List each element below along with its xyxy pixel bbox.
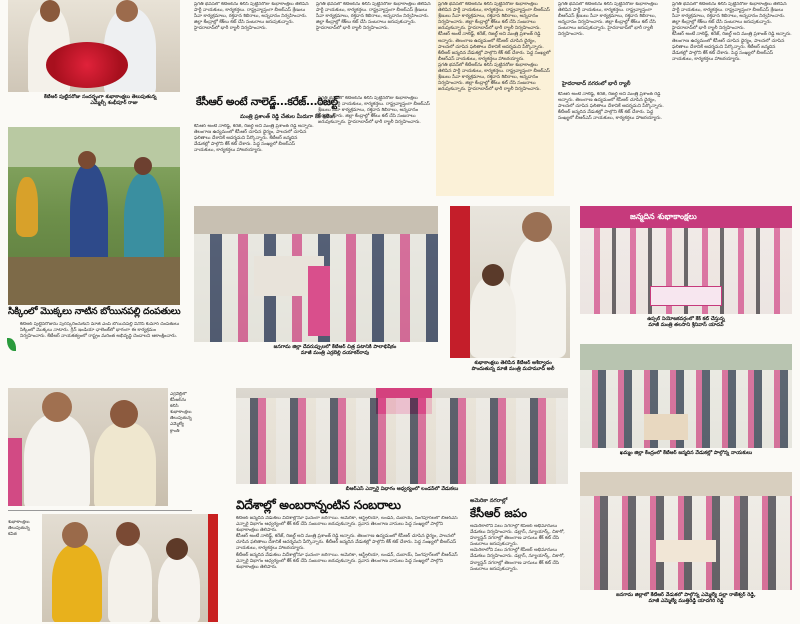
bottom-body: కేటీఆర్‌ జన్మదిన వేడుకలు విదేశాల్లోనూ ఘనంగా జరిగాయి. అమెరికా, ఆస్ట్రేలియా, లండన్‌, దుబాయ్‌, సింగపూర్‌లలో బీఆర్‌ఎస్‌ ఎన్నారై విభాగం ఆధ్వర్యంలో కేక్‌ కట్‌ చేసి సంబరాలు జరుపుకున్నారు. ప్రవాస తెలంగాణ వాసులు పెద్ద సంఖ్యలో పాల్గొని శుభాకాంక్షలు తెలిపారు. కేసీఆర్‌ అంటే నాలెడ్జ్‌, కరేజ్‌, రిజల్ట్‌ అని మంత్రి ప్రశాంత్‌ రెడ్డి అన్నారు. తెలంగాణ ఉద్యమంలో కేసీఆర్‌ చూపిన ధైర్యం, పాలనలో చూపిన ఫలితాలు దేశానికే ఆదర్శమని పేర్కొన్నారు. కేటీఆర్‌ జన్మదిన వేడుకల్లో పాల్గొని కేక్‌ కట్‌ చేశారు. పెద్ద సంఖ్యలో బీఆర్‌ఎస్‌ నాయకులు, కార్యకర్తలు హాజరయ్యారు. కేటీఆర్‌ జన్మదిన వేడుకలు విదేశాల్లోనూ ఘనంగా జరిగాయి. అమెరికా, ఆస్ట్రేలియా, లండన్‌, దుబాయ్‌, సింగపూర్‌లలో బీఆర్‌ఎస్‌ ఎన్నారై విభాగం ఆధ్వర్యంలో కేక్‌ కట్‌ చేసి సంబరాలు జరుపుకున్నారు. ప్రవాస తెలంగాణ వాసులు పెద్ద సంఖ్యలో పాల్గొని శుభాకాంక్షలు తెలిపారు.: [236, 516, 458, 570]
group-caption: ఖమ్మం జిల్లా కేంద్రంలో కేటీఆర్‌ జన్మదిన వేడుకల్లో పాల్గొన్న నాయకులు: [619, 450, 753, 456]
gift-caption: జనగామ జిల్లా దేవరుప్పులలో కేటీఆర్‌ చిత్ర పటానికి పాలాభిషేకం మాజీ మంత్రి ఎర్రబెల్లి దయాకర్‌రావు: [273, 344, 397, 357]
photo-planting-saplings: [8, 127, 180, 305]
photo-flower-bouquet: [8, 0, 180, 92]
side-text-1: ఎర్రవెల్లిలో కేసీఆర్‌ను కలిసి శుభాకాంక్షలు తెలుపుతున్న ఎమ్మెల్యే క్రాంతి: [170, 392, 192, 434]
photo-team-banner: [236, 388, 568, 484]
team-caption: బీఆర్‌ఎస్‌ ఎన్నారై విభాగం ఆధ్వర్యంలో లండన్‌లో వేడుకలు: [345, 486, 459, 492]
bottom-right-caption: జనగామ జిల్లాలో కేటీఆర్‌ వేడుకలో పాల్గొన్న ఎమ్మెల్యే పల్లా రాజేశ్వర్‌ రెడ్డి, మాజీ ఎమ్మెల్యే ముత్తిరెడ్డి యాదగిరి రెడ్డి: [616, 592, 756, 605]
side-text-2: శుభాకాంక్షలు తెలుపుతున్న కవిత: [8, 520, 30, 538]
leaf-icon: [7, 338, 16, 351]
photo-blessing: [450, 206, 570, 358]
right-body: అమెరికాలోని పలు నగరాల్లో కేసీఆర్‌ అభిమానులు వేడుకలు నిర్వహించారు. డల్లాస్‌, న్యూయార్క్‌, చికాగో, హ్యూస్టన్‌ నగరాల్లో తెలంగాణ వాసులు కేక్‌ కట్‌ చేసి సంబరాలు జరుపుకున్నారు. అమెరికాలోని పలు నగరాల్లో కేసీఆర్‌ అభిమానులు వేడుకలు నిర్వహించారు. డల్లాస్‌, న్యూయార్క్‌, చికాగో, హ్యూస్టన్‌ నగరాల్లో తెలంగాణ వాసులు కేక్‌ కట్‌ చేసి సంబరాలు జరుపుకున్నారు.: [470, 524, 565, 572]
right-top-text: ప్రగతి భవన్‌లో కేటీఆర్‌ను కలిసి పుట్టినరోజు శుభాకాంక్షలు తెలిపిన పార్టీ నాయకులు, కార్యకర్తలు. రాష్ట్రవ్యాప్తంగా బీఆర్‌ఎస్‌ శ్రేణులు సేవా కార్యక్రమాలు, రక్తదాన శిబిరాలు, అన్నదానం నిర్వహించారు. జిల్లా కేంద్రాల్లో కేక్‌లు కట్‌ చేసి సంబరాలు జరుపుకున్నారు. హైదరాబాద్‌లో భారీ ర్యాలీ నిర్వహించారు. కేసీఆర్‌ అంటే నాలెడ్జ్‌, కరేజ్‌, రిజల్ట్‌ అని మంత్రి ప్రశాంత్‌ రెడ్డి అన్నారు. తెలంగాణ ఉద్యమంలో కేసీఆర్‌ చూపిన ధైర్యం, పాలనలో చూపిన ఫలితాలు దేశానికే ఆదర్శమని పేర్కొన్నారు. కేటీఆర్‌ జన్మదిన వేడుకల్లో పాల్గొని కేక్‌ కట్‌ చేశారు. పెద్ద సంఖ్యలో బీఆర్‌ఎస్‌ నాయకులు, కార్యకర్తలు హాజరయ్యారు.: [672, 2, 792, 62]
photo-bottom-right-group: [580, 472, 792, 590]
birthday-banner-text: జన్మదిన శుభాకాంక్షలు: [630, 212, 697, 221]
center-headline: కేసీఆర్‌ అంటే నాలెడ్జ్‌...కరేజ్‌...రిజల్ట్: [196, 96, 338, 108]
right-headline: కేసీఆర్‌ జపం: [470, 506, 527, 520]
bottom-headline: విదేశాల్లో అంబరాన్నంటిన సంబరాలు: [236, 498, 401, 512]
photo-pink-shawl-group: [194, 206, 438, 342]
photo-felicitation: [42, 514, 218, 622]
cake-caption: ఉప్పల్‌ నియోజకవర్గంలో కేక్‌ కట్‌ చేస్తున్న మాజీ మంత్రి తలసాని శ్రీనివాస్‌ యాదవ్‌: [647, 316, 725, 329]
top-left-text: ప్రగతి భవన్‌లో కేటీఆర్‌ను కలిసి పుట్టినరోజు శుభాకాంక్షలు తెలిపిన పార్టీ నాయకులు, కార్యకర్తలు. రాష్ట్రవ్యాప్తంగా బీఆర్‌ఎస్‌ శ్రేణులు సేవా కార్యక్రమాలు, రక్తదాన శిబిరాలు, అన్నదానం నిర్వహించారు. జిల్లా కేంద్రాల్లో కేక్‌లు కట్‌ చేసి సంబరాలు జరుపుకున్నారు. హైదరాబాద్‌లో భారీ ర్యాలీ నిర్వహించారు.: [194, 2, 309, 32]
photo-cake-banner: [580, 206, 792, 314]
center-body-2: ప్రగతి భవన్‌లో కేటీఆర్‌ను కలిసి పుట్టినరోజు శుభాకాంక్షలు తెలిపిన పార్టీ నాయకులు, కార్యకర్తలు. రాష్ట్రవ్యాప్తంగా బీఆర్‌ఎస్‌ శ్రేణులు సేవా కార్యక్రమాలు, రక్తదాన శిబిరాలు, అన్నదానం నిర్వహించారు. జిల్లా కేంద్రాల్లో కేక్‌లు కట్‌ చేసి సంబరాలు జరుపుకున్నారు. హైదరాబాద్‌లో భారీ ర్యాలీ నిర్వహించారు.: [318, 96, 430, 126]
divider: [8, 510, 192, 511]
bless-caption: శుభాకాంక్షలు తెలిపిన కేటీఆర్‌ ఆశీర్వాదం పొందుతున్న మాజీ మంత్రి మహమూద్‌ అలీ: [471, 360, 555, 373]
rally-body: కేసీఆర్‌ అంటే నాలెడ్జ్‌, కరేజ్‌, రిజల్ట్‌ అని మంత్రి ప్రశాంత్‌ రెడ్డి అన్నారు. తెలంగాణ ఉద్యమంలో కేసీఆర్‌ చూపిన ధైర్యం, పాలనలో చూపిన ఫలితాలు దేశానికే ఆదర్శమని పేర్కొన్నారు. కేటీఆర్‌ జన్మదిన వేడుకల్లో పాల్గొని కేక్‌ కట్‌ చేశారు. పెద్ద సంఖ్యలో బీఆర్‌ఎస్‌ నాయకులు, కార్యకర్తలు హాజరయ్యారు.: [558, 92, 664, 122]
rally-subhead: హైదరాబాద్‌ నగరంలో భారీ ర్యాలీ: [562, 81, 631, 87]
center-subhead: మంత్రి ప్రశాంత్‌ రెడ్డి చేతుల మీదుగా కేక్‌ కటింగ్: [240, 114, 336, 120]
flower-caption: కేటీఆర్‌ పుట్టినరోజు సందర్భంగా శుభాకాంక్షలు తెలుపుతున్న ఎమ్మెల్సీ శంభీపూర్‌ రాజు: [44, 94, 157, 107]
top-mid-text: ప్రగతి భవన్‌లో కేటీఆర్‌ను కలిసి పుట్టినరోజు శుభాకాంక్షలు తెలిపిన పార్టీ నాయకులు, కార్యకర్తలు. రాష్ట్రవ్యాప్తంగా బీఆర్‌ఎస్‌ శ్రేణులు సేవా కార్యక్రమాలు, రక్తదాన శిబిరాలు, అన్నదానం నిర్వహించారు. జిల్లా కేంద్రాల్లో కేక్‌లు కట్‌ చేసి సంబరాలు జరుపుకున్నారు. హైదరాబాద్‌లో భారీ ర్యాలీ నిర్వహించారు.: [316, 2, 431, 32]
photo-kcr-ktr: [8, 388, 168, 506]
tint-text: ప్రగతి భవన్‌లో కేటీఆర్‌ను కలిసి పుట్టినరోజు శుభాకాంక్షలు తెలిపిన పార్టీ నాయకులు, కార్యకర్తలు. రాష్ట్రవ్యాప్తంగా బీఆర్‌ఎస్‌ శ్రేణులు సేవా కార్యక్రమాలు, రక్తదాన శిబిరాలు, అన్నదానం నిర్వహించారు. జిల్లా కేంద్రాల్లో కేక్‌లు కట్‌ చేసి సంబరాలు జరుపుకున్నారు. హైదరాబాద్‌లో భారీ ర్యాలీ నిర్వహించారు. కేసీఆర్‌ అంటే నాలెడ్జ్‌, కరేజ్‌, రిజల్ట్‌ అని మంత్రి ప్రశాంత్‌ రెడ్డి అన్నారు. తెలంగాణ ఉద్యమంలో కేసీఆర్‌ చూపిన ధైర్యం, పాలనలో చూపిన ఫలితాలు దేశానికే ఆదర్శమని పేర్కొన్నారు. కేటీఆర్‌ జన్మదిన వేడుకల్లో పాల్గొని కేక్‌ కట్‌ చేశారు. పెద్ద సంఖ్యలో బీఆర్‌ఎస్‌ నాయకులు, కార్యకర్తలు హాజరయ్యారు. ప్రగతి భవన్‌లో కేటీఆర్‌ను కలిసి పుట్టినరోజు శుభాకాంక్షలు తెలిపిన పార్టీ నాయకులు, కార్యకర్తలు. రాష్ట్రవ్యాప్తంగా బీఆర్‌ఎస్‌ శ్రేణులు సేవా కార్యక్రమాలు, రక్తదాన శిబిరాలు, అన్నదానం నిర్వహించారు. జిల్లా కేంద్రాల్లో కేక్‌లు కట్‌ చేసి సంబరాలు జరుపుకున్నారు. హైదరాబాద్‌లో భారీ ర్యాలీ నిర్వహించారు.: [438, 2, 551, 93]
sapling-body: కేటీఆర్‌ పుట్టినరోజును పురస్కరించుకుని మాజీ ఎంపీ బోయినపల్లి వినోద్‌ కుమార్‌ దంపతులు సిక్కింలో మొక్కలు నాటారు. గ్రీన్‌ ఇండియా ఛాలెంజ్‌లో భాగంగా ఈ కార్యక్రమం నిర్వహించారు. కేటీఆర్‌ నాయకత్వంలో రాష్ట్రం మరింత అభివృద్ధి చెందాలని ఆకాంక్షించారు.: [20, 322, 180, 340]
rally-text: ప్రగతి భవన్‌లో కేటీఆర్‌ను కలిసి పుట్టినరోజు శుభాకాంక్షలు తెలిపిన పార్టీ నాయకులు, కార్యకర్తలు. రాష్ట్రవ్యాప్తంగా బీఆర్‌ఎస్‌ శ్రేణులు సేవా కార్యక్రమాలు, రక్తదాన శిబిరాలు, అన్నదానం నిర్వహించారు. జిల్లా కేంద్రాల్లో కేక్‌లు కట్‌ చేసి సంబరాలు జరుపుకున్నారు. హైదరాబాద్‌లో భారీ ర్యాలీ నిర్వహించారు.: [558, 2, 658, 38]
sapling-headline: సిక్కింలో మొక్కలు నాటిన బోయినపల్లి దంపతులు: [8, 306, 181, 317]
right-kicker: అమెరికా నగరాల్లో: [470, 498, 508, 504]
center-body: కేసీఆర్‌ అంటే నాలెడ్జ్‌, కరేజ్‌, రిజల్ట్‌ అని మంత్రి ప్రశాంత్‌ రెడ్డి అన్నారు. తెలంగాణ ఉద్యమంలో కేసీఆర్‌ చూపిన ధైర్యం, పాలనలో చూపిన ఫలితాలు దేశానికే ఆదర్శమని పేర్కొన్నారు. కేటీఆర్‌ జన్మదిన వేడుకల్లో పాల్గొని కేక్‌ కట్‌ చేశారు. పెద్ద సంఖ్యలో బీఆర్‌ఎస్‌ నాయకులు, కార్యకర్తలు హాజరయ్యారు.: [194, 124, 314, 154]
photo-group-celebration: [580, 344, 792, 448]
